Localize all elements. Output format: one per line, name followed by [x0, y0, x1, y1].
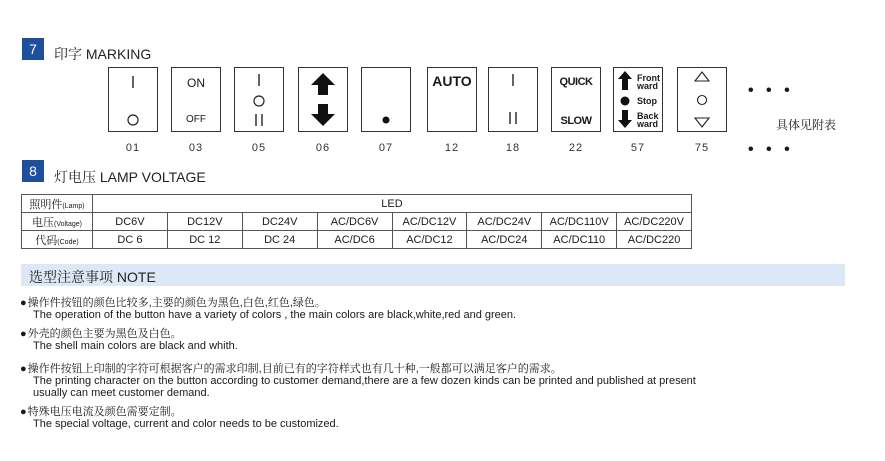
code-cell: DC 6 [93, 231, 168, 249]
voltage-cell: AC/DC220V [617, 213, 692, 231]
code-cell: AC/DC24 [467, 231, 542, 249]
note-item [20, 328, 238, 352]
marking-back-label: Back [637, 111, 659, 121]
marking-front-label: Front [637, 73, 660, 83]
table-row [22, 231, 692, 249]
marking-key-05 [234, 67, 284, 132]
row-label-voltage: 电压(Voltage) [22, 213, 93, 231]
note-item-cn: ● 操作件按钮上印制的字符可根据客户的需求印制,目前已有的字符样式也有几十种,一般都可以满足客户的需求。 [20, 363, 562, 375]
marking-on-label: ON [187, 76, 205, 90]
note-item-en: The special voltage, current and color needs to be customized. [33, 418, 339, 430]
marking-off-label: OFF [186, 114, 206, 125]
marking-code: 07 [378, 142, 394, 154]
voltage-cell: AC/DC6V [317, 213, 392, 231]
voltage-cell: DC12V [167, 213, 242, 231]
marking-code: 05 [251, 142, 267, 154]
note-item-en: The operation of the button have a variety of colors , the main colors are black,white,red and green. [33, 309, 517, 321]
note-item-cn: ● 外壳的颜色主要为黑色及白色。 [20, 328, 182, 340]
voltage-cell: AC/DC12V [392, 213, 467, 231]
marking-code: 01 [125, 142, 141, 154]
marking-key-07 [361, 67, 411, 132]
voltage-cell: AC/DC110V [542, 213, 617, 231]
marking-key-22 [551, 67, 601, 132]
code-cell: AC/DC220 [617, 231, 692, 249]
note-item [20, 297, 516, 321]
marking-key-12 [427, 67, 477, 132]
marking-code: 75 [694, 142, 710, 154]
marking-auto-label: AUTO [432, 73, 472, 89]
note-title: 选型注意事项 NOTE [29, 269, 156, 285]
section-title-marking: 印字 MARKING [54, 46, 152, 62]
voltage-cell: DC6V [93, 213, 168, 231]
table-row [22, 195, 692, 213]
note-item-cn: ● 特殊电压电流及颜色需要定制。 [20, 406, 182, 418]
marking-key-57 [613, 67, 663, 132]
row-label-code: 代码(Code) [22, 231, 93, 249]
marking-symbol-05 [235, 68, 283, 131]
marking-code: 03 [188, 142, 204, 154]
marking-code: 57 [630, 142, 646, 154]
marking-symbol-07 [362, 68, 410, 131]
marking-key-06 [298, 67, 348, 132]
marking-code: 22 [568, 142, 584, 154]
note-item [20, 406, 339, 430]
marking-ward-label-1: ward [637, 81, 659, 91]
code-cell: AC/DC12 [392, 231, 467, 249]
section-number-lamp: 8 [22, 160, 44, 182]
code-cell: AC/DC110 [542, 231, 617, 249]
marking-slow-label: SLOW [560, 115, 592, 127]
row-label-lamp: 照明件(Lamp) [22, 195, 93, 213]
note-item-cn: ● 操作件按钮的颜色比较多,主要的颜色为黑色,白色,红色,绿色。 [20, 297, 326, 309]
marking-key-18 [488, 67, 538, 132]
more-symbols-dots-top: • • • [748, 82, 794, 99]
marking-ward-label-2: ward [637, 119, 659, 129]
note-item [20, 363, 696, 399]
note-item-en: The shell main colors are black and whith. [33, 340, 238, 352]
marking-stop-label: Stop [637, 96, 657, 106]
marking-key-01 [108, 67, 158, 132]
marking-code: 12 [444, 142, 460, 154]
marking-symbol-01 [109, 68, 157, 131]
marking-symbol-18 [489, 68, 537, 131]
code-cell: AC/DC6 [317, 231, 392, 249]
voltage-cell: DC24V [242, 213, 317, 231]
voltage-cell: AC/DC24V [467, 213, 542, 231]
code-cell: DC 24 [242, 231, 317, 249]
code-cell: DC 12 [167, 231, 242, 249]
marking-symbol-75 [678, 68, 726, 131]
lamp-type-cell: LED [93, 195, 692, 213]
more-symbols-dots-bottom: • • • [748, 141, 794, 158]
marking-code: 18 [505, 142, 521, 154]
see-table-note: 具体见附表 [776, 118, 837, 132]
marking-key-75 [677, 67, 727, 132]
section-number-marking: 7 [22, 38, 44, 60]
note-header-bar [21, 264, 845, 286]
table-row [22, 213, 692, 231]
section-title-lamp: 灯电压 LAMP VOLTAGE [54, 169, 206, 185]
marking-key-03 [171, 67, 221, 132]
marking-code: 06 [315, 142, 331, 154]
note-item-en: The printing character on the button according to customer demand,there are a few dozen kinds can be printed and published at present [33, 375, 696, 387]
note-item-en-cont: usually can meet customer demand. [33, 387, 210, 399]
marking-quick-label: QUICK [559, 76, 593, 88]
marking-symbol-06 [299, 68, 347, 131]
lamp-voltage-table [21, 194, 692, 249]
